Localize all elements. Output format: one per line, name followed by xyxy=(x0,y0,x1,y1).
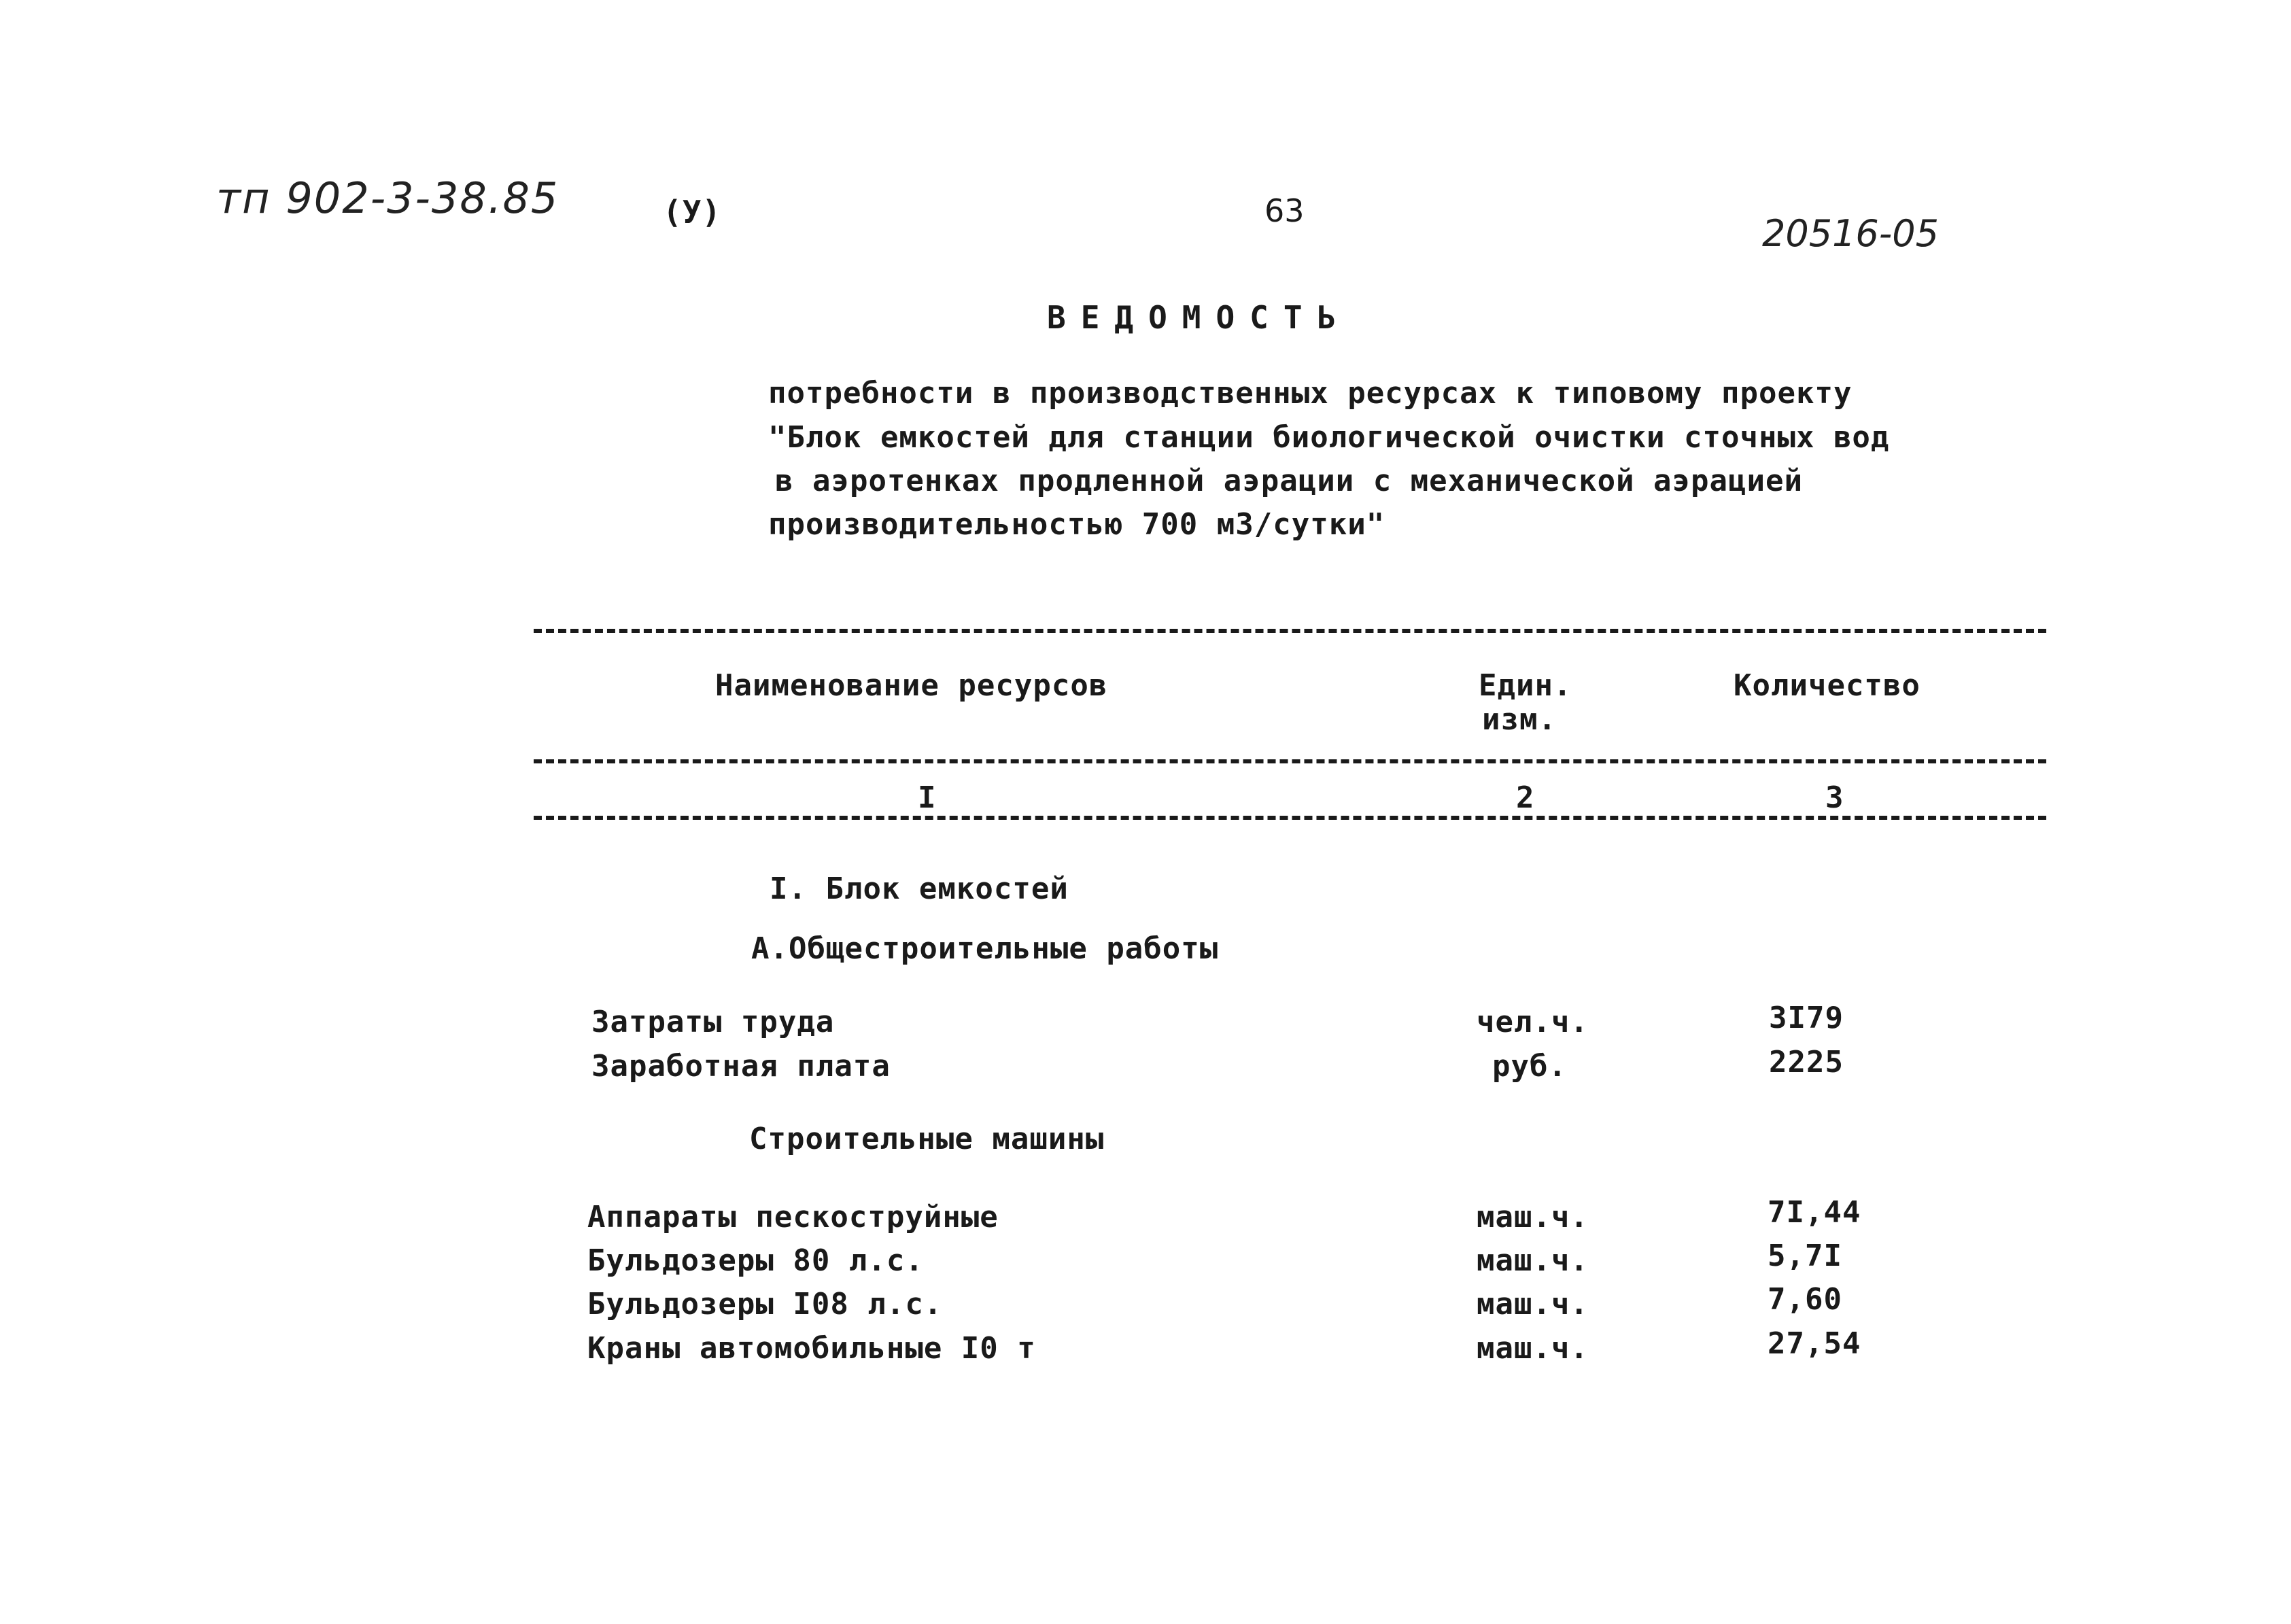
header-unit-line2: изм. xyxy=(1482,702,1557,737)
table-row-unit: маш.ч. xyxy=(1477,1243,1589,1278)
subtitle-line-4: производительностью 700 м3/сутки" xyxy=(768,507,1385,542)
table-row-unit: чел.ч. xyxy=(1477,1005,1589,1039)
table-header-rule xyxy=(534,759,2046,763)
table-row-unit: маш.ч. xyxy=(1477,1287,1589,1321)
header-quantity: Количество xyxy=(1734,668,1920,703)
column-numbers-rule xyxy=(534,816,2046,820)
subtitle-line-3: в аэротенках продленной аэрации с механической аэрацией xyxy=(775,464,1803,498)
table-row-name: Заработная плата xyxy=(591,1049,891,1084)
table-row-name: Затраты труда xyxy=(591,1005,835,1039)
archive-number: 20516-05 xyxy=(1762,212,1939,255)
table-row-qty: 5,7I xyxy=(1768,1239,1842,1273)
machines-title: Строительные машины xyxy=(749,1122,1105,1156)
subtitle-line-1: потребности в производственных ресурсах к типовому проекту xyxy=(768,376,1853,411)
table-row-qty: 7,60 xyxy=(1768,1282,1842,1317)
page-number: 63 xyxy=(1264,192,1305,229)
doc-code: тп 902-3-38.85 xyxy=(216,173,559,223)
table-row-unit: маш.ч. xyxy=(1477,1331,1589,1366)
table-row-qty: 2225 xyxy=(1769,1045,1844,1079)
column-number-3: 3 xyxy=(1825,780,1844,815)
section-title: I. Блок емкостей xyxy=(770,871,1069,906)
table-row-qty: 3I79 xyxy=(1769,1001,1844,1035)
header-unit-line1: Един. xyxy=(1479,668,1572,703)
table-row-name: Аппараты пескоструйные xyxy=(587,1200,999,1234)
table-top-rule xyxy=(534,629,2046,633)
table-row-name: Бульдозеры 80 л.с. xyxy=(587,1243,924,1278)
table-row-name: Краны автомобильные I0 т xyxy=(587,1331,1036,1366)
table-row-name: Бульдозеры I08 л.с. xyxy=(587,1287,943,1321)
page-title: ВЕДОМОСТЬ xyxy=(1047,299,1351,336)
table-row-qty: 7I,44 xyxy=(1768,1195,1861,1230)
table-row-qty: 27,54 xyxy=(1768,1326,1861,1361)
subtitle-line-2: "Блок емкостей для станции биологической очистки сточных вод xyxy=(768,420,1890,455)
column-number-2: 2 xyxy=(1516,780,1534,815)
subsection-title: А.Общестроительные работы xyxy=(751,931,1219,966)
column-number-1: I xyxy=(918,780,936,815)
table-row-unit: маш.ч. xyxy=(1477,1200,1589,1234)
mark-u: (У) xyxy=(663,194,722,230)
table-row-unit: руб. xyxy=(1492,1049,1567,1084)
header-name: Наименование ресурсов xyxy=(715,668,1108,703)
